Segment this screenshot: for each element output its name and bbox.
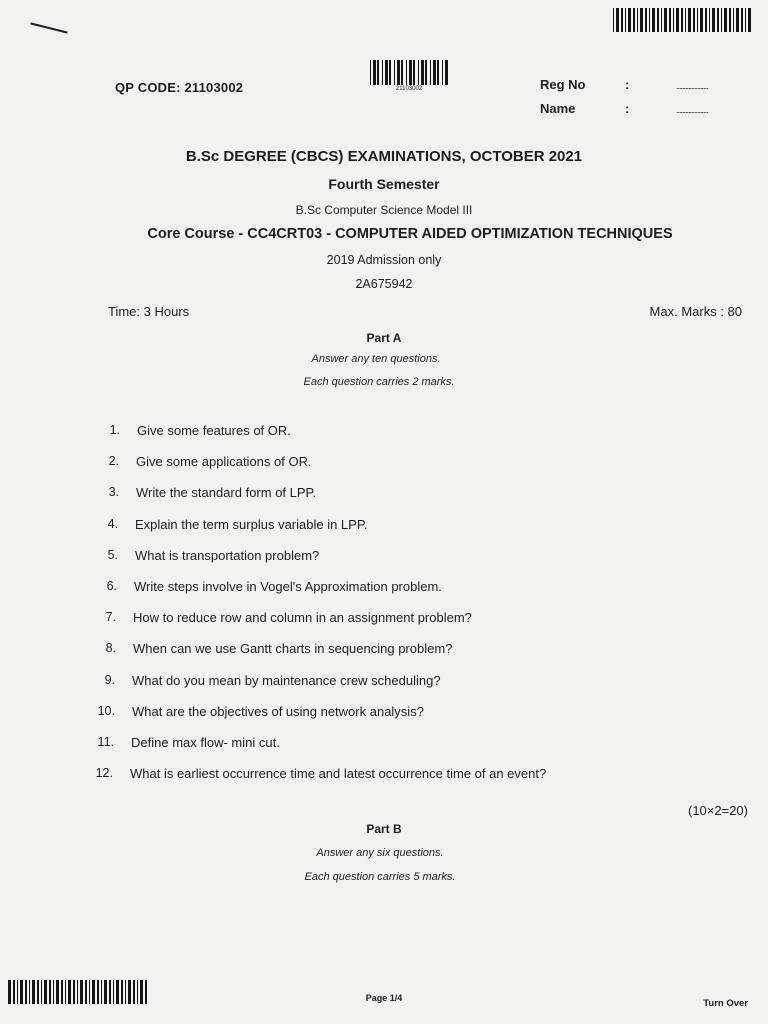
question-text: What are the objectives of using network analysis? xyxy=(132,703,424,719)
barcode-bar xyxy=(736,8,739,32)
question-text: Write the standard form of LPP. xyxy=(136,485,317,501)
barcode-bar xyxy=(430,60,431,85)
barcode-bar xyxy=(377,60,379,85)
barcode-bar xyxy=(700,8,703,32)
barcode-bar xyxy=(748,8,751,32)
question-number: 2. xyxy=(108,454,119,469)
question-text: When can we use Gantt charts in sequencing problem? xyxy=(133,641,453,657)
question-text: What do you mean by maintenance crew scheduling? xyxy=(132,672,441,688)
barcode-bar xyxy=(705,8,707,32)
barcode-bar xyxy=(442,60,443,85)
question-text: Define max flow- mini cut. xyxy=(131,735,280,750)
pen-mark xyxy=(30,22,67,33)
barcode-bar xyxy=(733,8,734,32)
question-text: Give some features of OR. xyxy=(137,423,291,438)
barcode-bar xyxy=(409,60,412,85)
barcode-bar xyxy=(433,60,436,85)
paper-code: 2A675942 xyxy=(355,277,413,291)
barcode-bar xyxy=(669,8,671,32)
barcode-bar xyxy=(621,8,623,32)
question-number: 9. xyxy=(104,672,115,687)
barcode-bar xyxy=(413,60,415,85)
question-number: 7. xyxy=(105,610,116,625)
barcode-number: 21103002 xyxy=(395,86,423,92)
barcode-bar xyxy=(394,60,395,85)
exam-title: B.Sc DEGREE (CBCS) EXAMINATIONS, OCTOBER 2021 xyxy=(185,148,583,165)
barcode-bar xyxy=(673,8,674,32)
barcode-bar xyxy=(729,8,731,32)
part-a-title: Part A xyxy=(366,331,402,345)
course-title: Core Course - CC4CRT03 - COMPUTER AIDED OPTIMIZATION TECHNIQUES xyxy=(147,226,673,242)
top-right-barcode xyxy=(613,8,751,32)
barcode-bar xyxy=(645,8,647,32)
barcode-bar xyxy=(697,8,698,32)
barcode-bar xyxy=(661,8,662,32)
barcode-bar xyxy=(649,8,650,32)
question-text: What is transportation problem? xyxy=(135,547,320,563)
part-b-instruction-1: Answer any six questions. xyxy=(316,847,444,859)
barcode-bar xyxy=(652,8,655,32)
barcode-bar xyxy=(717,8,719,32)
barcode-bar xyxy=(676,8,679,32)
part-a-score: (10×2=20) xyxy=(688,803,748,818)
name-blank: ..................... xyxy=(676,105,708,115)
barcode-bar xyxy=(657,8,659,32)
barcode-bar xyxy=(709,8,710,32)
barcode-bar xyxy=(437,60,439,85)
question-number: 12. xyxy=(95,766,113,781)
barcode-bar xyxy=(637,8,638,32)
question-number: 5. xyxy=(107,547,118,562)
question-number: 3. xyxy=(108,485,119,500)
program: B.Sc Computer Science Model III xyxy=(295,203,473,217)
part-a-instruction-1: Answer any ten questions. xyxy=(311,353,441,365)
barcode-bar xyxy=(385,60,388,85)
question-text: How to reduce row and column in an assignment problem? xyxy=(133,610,472,626)
barcode-bar xyxy=(721,8,722,32)
part-b-title: Part B xyxy=(366,822,402,836)
question-number: 4. xyxy=(107,516,118,531)
barcode-bar xyxy=(382,60,383,85)
barcode-bar xyxy=(640,8,643,32)
reg-no-label: Reg No xyxy=(540,77,586,92)
barcode-bar xyxy=(664,8,667,32)
barcode-bar xyxy=(633,8,635,32)
name-colon: : xyxy=(625,101,630,116)
center-barcode xyxy=(370,60,448,85)
question-number: 6. xyxy=(106,579,117,593)
part-a-instruction-2: Each question carries 2 marks. xyxy=(303,376,455,388)
page-number: Page 1/4 xyxy=(365,993,403,1003)
barcode-bar xyxy=(628,8,631,32)
max-marks: Max. Marks : 80 xyxy=(649,304,742,319)
barcode-bar xyxy=(373,60,376,85)
barcode-bar xyxy=(370,60,371,85)
question-number: 11. xyxy=(97,735,114,749)
barcode-bar xyxy=(397,60,400,85)
question-number: 10. xyxy=(97,703,115,718)
barcode-bar xyxy=(681,8,683,32)
semester: Fourth Semester xyxy=(328,176,440,192)
barcode-bar xyxy=(389,60,391,85)
barcode-bar xyxy=(688,8,691,32)
name-label: Name xyxy=(540,101,576,116)
question-text: Write steps involve in Vogel's Approximation problem. xyxy=(134,579,442,594)
time-allowed: Time: 3 Hours xyxy=(108,304,190,319)
barcode-bar xyxy=(406,60,407,85)
admission-note: 2019 Admission only xyxy=(326,253,442,267)
barcode-bar xyxy=(745,8,746,32)
qp-code: QP CODE: 21103002 xyxy=(115,80,244,95)
barcode-bar xyxy=(625,8,626,32)
barcode-bar xyxy=(418,60,419,85)
barcode-bar xyxy=(425,60,427,85)
question-text: Give some applications of OR. xyxy=(136,454,312,470)
part-b-instruction-2: Each question carries 5 marks. xyxy=(304,871,456,883)
question-text: What is earliest occurrence time and latest occurrence time of an event? xyxy=(130,766,547,782)
barcode-bar xyxy=(401,60,403,85)
question-number: 8. xyxy=(105,641,116,656)
barcode-bar xyxy=(616,8,619,32)
barcode-bar xyxy=(421,60,424,85)
barcode-bar xyxy=(613,8,614,32)
barcode-bar xyxy=(724,8,727,32)
barcode-bar xyxy=(741,8,743,32)
turn-over: Turn Over xyxy=(703,998,748,1009)
barcode-bar xyxy=(693,8,695,32)
barcode-bar xyxy=(712,8,715,32)
reg-no-colon: : xyxy=(625,77,630,92)
question-number: 1. xyxy=(109,423,120,437)
barcode-bar xyxy=(445,60,448,85)
barcode-bar xyxy=(685,8,686,32)
reg-no-blank: ..................... xyxy=(676,81,708,91)
question-text: Explain the term surplus variable in LPP. xyxy=(135,516,368,532)
